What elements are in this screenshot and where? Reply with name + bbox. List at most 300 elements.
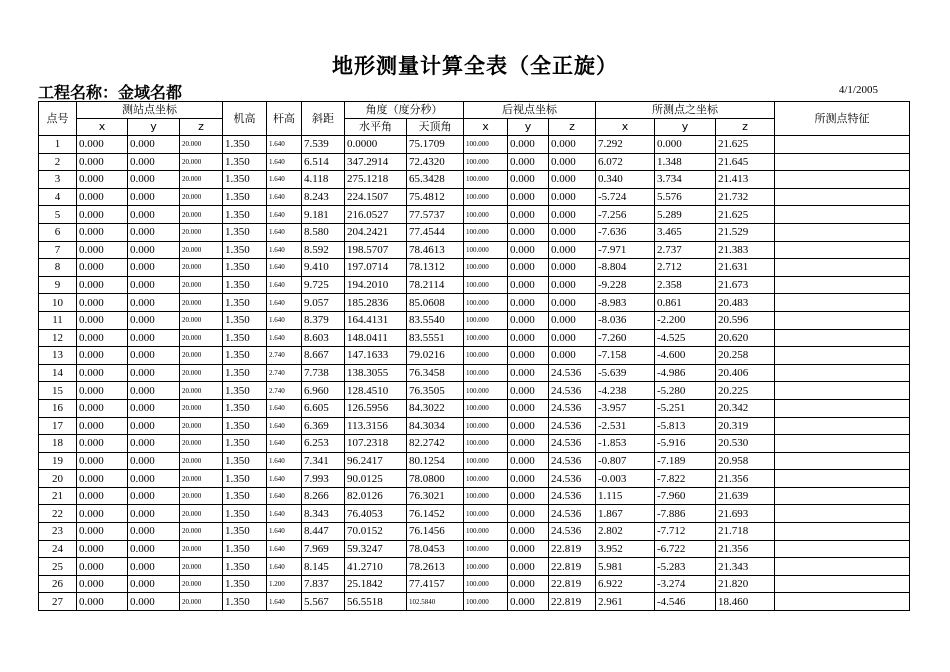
cell-measured-z: 21.820 bbox=[716, 575, 775, 593]
cell-measured-y: -7.822 bbox=[655, 470, 716, 488]
cell-backsight-y: 0.000 bbox=[508, 276, 549, 294]
survey-table bbox=[38, 101, 910, 611]
cell-station-y: 0.000 bbox=[128, 276, 180, 294]
cell-backsight-z: 22.819 bbox=[549, 540, 596, 558]
cell-measured-x: -3.957 bbox=[596, 399, 655, 417]
cell-measured-z: 21.639 bbox=[716, 487, 775, 505]
cell-zenith-angle: 75.1709 bbox=[407, 136, 464, 154]
cell-station-y: 0.000 bbox=[128, 347, 180, 365]
cell-station-y: 0.000 bbox=[128, 241, 180, 259]
cell-instrument-height: 1.350 bbox=[223, 329, 267, 347]
cell-rod-height: 1.640 bbox=[267, 470, 302, 488]
cell-feature bbox=[775, 593, 910, 611]
cell-point-no: 12 bbox=[39, 329, 77, 347]
cell-backsight-y: 0.000 bbox=[508, 347, 549, 365]
cell-station-z: 20.000 bbox=[180, 311, 223, 329]
cell-point-no: 25 bbox=[39, 558, 77, 576]
cell-backsight-y: 0.000 bbox=[508, 399, 549, 417]
cell-point-no: 11 bbox=[39, 311, 77, 329]
cell-zenith-angle: 83.5540 bbox=[407, 311, 464, 329]
table-row bbox=[39, 241, 910, 259]
cell-station-x: 0.000 bbox=[77, 487, 128, 505]
cell-backsight-x: 100.000 bbox=[464, 259, 508, 277]
cell-rod-height: 1.640 bbox=[267, 241, 302, 259]
cell-horizontal-angle: 25.1842 bbox=[345, 575, 407, 593]
table-row bbox=[39, 153, 910, 171]
cell-backsight-z: 0.000 bbox=[549, 171, 596, 189]
cell-measured-x: 0.340 bbox=[596, 171, 655, 189]
cell-feature bbox=[775, 241, 910, 259]
cell-station-y: 0.000 bbox=[128, 364, 180, 382]
cell-measured-y: 2.712 bbox=[655, 259, 716, 277]
cell-station-y: 0.000 bbox=[128, 417, 180, 435]
cell-zenith-angle: 77.4544 bbox=[407, 223, 464, 241]
cell-point-no: 15 bbox=[39, 382, 77, 400]
cell-zenith-angle: 78.1312 bbox=[407, 259, 464, 277]
cell-station-z: 20.000 bbox=[180, 171, 223, 189]
cell-rod-height: 1.640 bbox=[267, 417, 302, 435]
cell-backsight-y: 0.000 bbox=[508, 593, 549, 611]
table-row bbox=[39, 505, 910, 523]
cell-slope-distance: 7.993 bbox=[302, 470, 345, 488]
cell-measured-z: 20.483 bbox=[716, 294, 775, 312]
cell-feature bbox=[775, 311, 910, 329]
cell-instrument-height: 1.350 bbox=[223, 171, 267, 189]
cell-measured-y: -4.546 bbox=[655, 593, 716, 611]
cell-horizontal-angle: 76.4053 bbox=[345, 505, 407, 523]
cell-station-z: 20.000 bbox=[180, 593, 223, 611]
col-slope-distance: 斜距 bbox=[302, 102, 345, 136]
cell-backsight-z: 0.000 bbox=[549, 329, 596, 347]
cell-slope-distance: 8.243 bbox=[302, 188, 345, 206]
cell-backsight-y: 0.000 bbox=[508, 223, 549, 241]
cell-rod-height: 1.640 bbox=[267, 487, 302, 505]
cell-station-z: 20.000 bbox=[180, 188, 223, 206]
cell-backsight-y: 0.000 bbox=[508, 259, 549, 277]
cell-measured-y: -7.886 bbox=[655, 505, 716, 523]
cell-feature bbox=[775, 505, 910, 523]
cell-station-y: 0.000 bbox=[128, 294, 180, 312]
cell-zenith-angle: 75.4812 bbox=[407, 188, 464, 206]
cell-backsight-x: 100.000 bbox=[464, 276, 508, 294]
cell-slope-distance: 8.667 bbox=[302, 347, 345, 365]
cell-horizontal-angle: 82.0126 bbox=[345, 487, 407, 505]
cell-point-no: 1 bbox=[39, 136, 77, 154]
cell-point-no: 14 bbox=[39, 364, 77, 382]
cell-point-no: 17 bbox=[39, 417, 77, 435]
table-row bbox=[39, 417, 910, 435]
cell-zenith-angle: 78.2114 bbox=[407, 276, 464, 294]
cell-measured-z: 21.718 bbox=[716, 523, 775, 541]
cell-station-x: 0.000 bbox=[77, 294, 128, 312]
cell-station-x: 0.000 bbox=[77, 364, 128, 382]
cell-measured-x: -8.036 bbox=[596, 311, 655, 329]
cell-measured-x: -9.228 bbox=[596, 276, 655, 294]
cell-station-z: 20.000 bbox=[180, 206, 223, 224]
cell-station-x: 0.000 bbox=[77, 417, 128, 435]
cell-slope-distance: 9.725 bbox=[302, 276, 345, 294]
cell-zenith-angle: 82.2742 bbox=[407, 435, 464, 453]
cell-backsight-z: 24.536 bbox=[549, 435, 596, 453]
cell-rod-height: 1.640 bbox=[267, 593, 302, 611]
cell-station-y: 0.000 bbox=[128, 523, 180, 541]
cell-backsight-x: 100.000 bbox=[464, 575, 508, 593]
cell-instrument-height: 1.350 bbox=[223, 223, 267, 241]
cell-feature bbox=[775, 329, 910, 347]
cell-slope-distance: 6.960 bbox=[302, 382, 345, 400]
cell-instrument-height: 1.350 bbox=[223, 399, 267, 417]
cell-measured-z: 21.413 bbox=[716, 171, 775, 189]
cell-feature bbox=[775, 136, 910, 154]
cell-slope-distance: 7.341 bbox=[302, 452, 345, 470]
table-row bbox=[39, 259, 910, 277]
cell-measured-x: -4.238 bbox=[596, 382, 655, 400]
cell-instrument-height: 1.350 bbox=[223, 558, 267, 576]
cell-measured-x: -7.971 bbox=[596, 241, 655, 259]
cell-zenith-angle: 65.3428 bbox=[407, 171, 464, 189]
cell-feature bbox=[775, 575, 910, 593]
cell-measured-z: 20.319 bbox=[716, 417, 775, 435]
cell-measured-y: -5.251 bbox=[655, 399, 716, 417]
cell-instrument-height: 1.350 bbox=[223, 505, 267, 523]
table-row bbox=[39, 136, 910, 154]
cell-backsight-x: 100.000 bbox=[464, 329, 508, 347]
cell-measured-y: 3.465 bbox=[655, 223, 716, 241]
cell-point-no: 24 bbox=[39, 540, 77, 558]
cell-measured-x: -1.853 bbox=[596, 435, 655, 453]
cell-feature bbox=[775, 206, 910, 224]
table-row bbox=[39, 558, 910, 576]
cell-zenith-angle: 76.3021 bbox=[407, 487, 464, 505]
cell-station-y: 0.000 bbox=[128, 259, 180, 277]
cell-measured-x: 6.072 bbox=[596, 153, 655, 171]
cell-rod-height: 1.640 bbox=[267, 136, 302, 154]
table-row bbox=[39, 223, 910, 241]
cell-backsight-x: 100.000 bbox=[464, 505, 508, 523]
cell-station-x: 0.000 bbox=[77, 558, 128, 576]
cell-slope-distance: 9.410 bbox=[302, 259, 345, 277]
cell-backsight-z: 24.536 bbox=[549, 417, 596, 435]
cell-station-z: 20.000 bbox=[180, 382, 223, 400]
cell-measured-z: 21.343 bbox=[716, 558, 775, 576]
cell-station-y: 0.000 bbox=[128, 206, 180, 224]
cell-horizontal-angle: 90.0125 bbox=[345, 470, 407, 488]
cell-station-z: 20.000 bbox=[180, 136, 223, 154]
table-row bbox=[39, 540, 910, 558]
cell-horizontal-angle: 194.2010 bbox=[345, 276, 407, 294]
cell-point-no: 3 bbox=[39, 171, 77, 189]
cell-point-no: 2 bbox=[39, 153, 77, 171]
cell-backsight-x: 100.000 bbox=[464, 347, 508, 365]
cell-backsight-z: 0.000 bbox=[549, 241, 596, 259]
cell-horizontal-angle: 164.4131 bbox=[345, 311, 407, 329]
cell-backsight-x: 100.000 bbox=[464, 188, 508, 206]
cell-horizontal-angle: 224.1507 bbox=[345, 188, 407, 206]
cell-feature bbox=[775, 171, 910, 189]
cell-instrument-height: 1.350 bbox=[223, 347, 267, 365]
cell-slope-distance: 8.603 bbox=[302, 329, 345, 347]
cell-measured-z: 20.258 bbox=[716, 347, 775, 365]
cell-station-y: 0.000 bbox=[128, 487, 180, 505]
col-station-z: z bbox=[180, 119, 223, 136]
cell-station-x: 0.000 bbox=[77, 540, 128, 558]
cell-rod-height: 1.640 bbox=[267, 223, 302, 241]
cell-instrument-height: 1.350 bbox=[223, 575, 267, 593]
cell-rod-height: 1.640 bbox=[267, 188, 302, 206]
cell-station-x: 0.000 bbox=[77, 452, 128, 470]
cell-backsight-y: 0.000 bbox=[508, 417, 549, 435]
cell-measured-z: 21.356 bbox=[716, 470, 775, 488]
cell-point-no: 13 bbox=[39, 347, 77, 365]
cell-horizontal-angle: 113.3156 bbox=[345, 417, 407, 435]
cell-station-x: 0.000 bbox=[77, 399, 128, 417]
cell-rod-height: 1.640 bbox=[267, 329, 302, 347]
cell-instrument-height: 1.350 bbox=[223, 540, 267, 558]
cell-measured-y: -7.960 bbox=[655, 487, 716, 505]
cell-instrument-height: 1.350 bbox=[223, 188, 267, 206]
cell-point-no: 27 bbox=[39, 593, 77, 611]
cell-feature bbox=[775, 347, 910, 365]
cell-slope-distance: 7.738 bbox=[302, 364, 345, 382]
cell-measured-z: 21.625 bbox=[716, 206, 775, 224]
cell-rod-height: 1.640 bbox=[267, 206, 302, 224]
cell-zenith-angle: 72.4320 bbox=[407, 153, 464, 171]
cell-rod-height: 1.640 bbox=[267, 311, 302, 329]
cell-backsight-z: 0.000 bbox=[549, 153, 596, 171]
cell-station-x: 0.000 bbox=[77, 259, 128, 277]
cell-instrument-height: 1.350 bbox=[223, 470, 267, 488]
cell-point-no: 21 bbox=[39, 487, 77, 505]
table-row bbox=[39, 276, 910, 294]
cell-rod-height: 1.640 bbox=[267, 435, 302, 453]
cell-point-no: 6 bbox=[39, 223, 77, 241]
cell-station-x: 0.000 bbox=[77, 575, 128, 593]
table-row bbox=[39, 311, 910, 329]
cell-rod-height: 1.640 bbox=[267, 259, 302, 277]
cell-station-z: 20.000 bbox=[180, 241, 223, 259]
table-row bbox=[39, 171, 910, 189]
cell-backsight-z: 22.819 bbox=[549, 593, 596, 611]
cell-station-z: 20.000 bbox=[180, 470, 223, 488]
cell-zenith-angle: 76.3458 bbox=[407, 364, 464, 382]
cell-horizontal-angle: 197.0714 bbox=[345, 259, 407, 277]
cell-horizontal-angle: 96.2417 bbox=[345, 452, 407, 470]
cell-measured-z: 20.406 bbox=[716, 364, 775, 382]
cell-backsight-y: 0.000 bbox=[508, 523, 549, 541]
col-backsight: 后视点坐标 bbox=[464, 102, 596, 119]
cell-zenith-angle: 78.2613 bbox=[407, 558, 464, 576]
cell-backsight-x: 100.000 bbox=[464, 452, 508, 470]
cell-point-no: 9 bbox=[39, 276, 77, 294]
col-station-x: x bbox=[77, 119, 128, 136]
cell-measured-z: 21.625 bbox=[716, 136, 775, 154]
cell-measured-z: 20.225 bbox=[716, 382, 775, 400]
cell-measured-x: -7.260 bbox=[596, 329, 655, 347]
col-feature: 所测点特征 bbox=[775, 102, 910, 136]
cell-rod-height: 1.640 bbox=[267, 505, 302, 523]
cell-feature bbox=[775, 540, 910, 558]
cell-station-z: 20.000 bbox=[180, 276, 223, 294]
header-row-1 bbox=[39, 102, 910, 119]
cell-feature bbox=[775, 364, 910, 382]
cell-backsight-z: 22.819 bbox=[549, 575, 596, 593]
cell-slope-distance: 8.145 bbox=[302, 558, 345, 576]
cell-measured-y: 0.000 bbox=[655, 136, 716, 154]
cell-station-z: 20.000 bbox=[180, 153, 223, 171]
table-row bbox=[39, 435, 910, 453]
cell-backsight-y: 0.000 bbox=[508, 505, 549, 523]
cell-backsight-x: 100.000 bbox=[464, 523, 508, 541]
cell-station-x: 0.000 bbox=[77, 382, 128, 400]
cell-zenith-angle: 78.4613 bbox=[407, 241, 464, 259]
cell-measured-x: -8.983 bbox=[596, 294, 655, 312]
cell-feature bbox=[775, 399, 910, 417]
cell-horizontal-angle: 148.0411 bbox=[345, 329, 407, 347]
cell-zenith-angle: 78.0800 bbox=[407, 470, 464, 488]
cell-station-y: 0.000 bbox=[128, 153, 180, 171]
cell-measured-x: -2.531 bbox=[596, 417, 655, 435]
cell-point-no: 20 bbox=[39, 470, 77, 488]
cell-zenith-angle: 77.4157 bbox=[407, 575, 464, 593]
cell-point-no: 16 bbox=[39, 399, 77, 417]
cell-instrument-height: 1.350 bbox=[223, 259, 267, 277]
cell-instrument-height: 1.350 bbox=[223, 435, 267, 453]
cell-station-y: 0.000 bbox=[128, 329, 180, 347]
cell-measured-y: -5.813 bbox=[655, 417, 716, 435]
cell-measured-y: -4.986 bbox=[655, 364, 716, 382]
cell-station-y: 0.000 bbox=[128, 540, 180, 558]
cell-rod-height: 1.640 bbox=[267, 523, 302, 541]
cell-slope-distance: 7.539 bbox=[302, 136, 345, 154]
cell-station-z: 20.000 bbox=[180, 417, 223, 435]
cell-horizontal-angle: 347.2914 bbox=[345, 153, 407, 171]
cell-backsight-y: 0.000 bbox=[508, 153, 549, 171]
cell-backsight-x: 100.000 bbox=[464, 470, 508, 488]
cell-backsight-y: 0.000 bbox=[508, 452, 549, 470]
cell-point-no: 5 bbox=[39, 206, 77, 224]
col-measured-z: z bbox=[716, 119, 775, 136]
cell-zenith-angle: 76.3505 bbox=[407, 382, 464, 400]
cell-backsight-z: 24.536 bbox=[549, 487, 596, 505]
cell-horizontal-angle: 216.0527 bbox=[345, 206, 407, 224]
cell-feature bbox=[775, 294, 910, 312]
cell-station-y: 0.000 bbox=[128, 136, 180, 154]
cell-measured-x: -0.003 bbox=[596, 470, 655, 488]
cell-station-x: 0.000 bbox=[77, 171, 128, 189]
cell-backsight-x: 100.000 bbox=[464, 435, 508, 453]
cell-zenith-angle: 78.0453 bbox=[407, 540, 464, 558]
cell-station-z: 20.000 bbox=[180, 223, 223, 241]
cell-backsight-z: 0.000 bbox=[549, 223, 596, 241]
cell-point-no: 19 bbox=[39, 452, 77, 470]
cell-rod-height: 1.200 bbox=[267, 575, 302, 593]
cell-point-no: 8 bbox=[39, 259, 77, 277]
cell-point-no: 23 bbox=[39, 523, 77, 541]
cell-feature bbox=[775, 470, 910, 488]
cell-point-no: 26 bbox=[39, 575, 77, 593]
cell-feature bbox=[775, 523, 910, 541]
cell-station-y: 0.000 bbox=[128, 399, 180, 417]
cell-point-no: 10 bbox=[39, 294, 77, 312]
cell-backsight-z: 0.000 bbox=[549, 276, 596, 294]
cell-backsight-y: 0.000 bbox=[508, 558, 549, 576]
page-title: 地形测量计算全表（全正旋） bbox=[332, 54, 618, 78]
col-station: 测站点坐标 bbox=[77, 102, 223, 119]
col-point-no: 点号 bbox=[39, 102, 77, 136]
cell-station-x: 0.000 bbox=[77, 470, 128, 488]
cell-measured-x: -5.724 bbox=[596, 188, 655, 206]
cell-zenith-angle: 76.1456 bbox=[407, 523, 464, 541]
cell-instrument-height: 1.350 bbox=[223, 136, 267, 154]
table-row bbox=[39, 523, 910, 541]
cell-slope-distance: 7.969 bbox=[302, 540, 345, 558]
cell-measured-y: -2.200 bbox=[655, 311, 716, 329]
cell-measured-z: 20.342 bbox=[716, 399, 775, 417]
cell-horizontal-angle: 41.2710 bbox=[345, 558, 407, 576]
cell-horizontal-angle: 147.1633 bbox=[345, 347, 407, 365]
cell-zenith-angle: 83.5551 bbox=[407, 329, 464, 347]
col-measured: 所测点之坐标 bbox=[596, 102, 775, 119]
cell-station-x: 0.000 bbox=[77, 206, 128, 224]
cell-backsight-z: 0.000 bbox=[549, 294, 596, 312]
col-horizontal-angle: 水平角 bbox=[345, 119, 407, 136]
cell-station-z: 20.000 bbox=[180, 364, 223, 382]
cell-backsight-x: 100.000 bbox=[464, 136, 508, 154]
table-row bbox=[39, 593, 910, 611]
cell-backsight-z: 24.536 bbox=[549, 470, 596, 488]
cell-measured-x: 5.981 bbox=[596, 558, 655, 576]
cell-backsight-y: 0.000 bbox=[508, 241, 549, 259]
col-instrument-height: 机高 bbox=[223, 102, 267, 136]
cell-measured-y: 1.348 bbox=[655, 153, 716, 171]
cell-backsight-x: 100.000 bbox=[464, 382, 508, 400]
cell-feature bbox=[775, 435, 910, 453]
col-rod-height: 杆高 bbox=[267, 102, 302, 136]
cell-instrument-height: 1.350 bbox=[223, 593, 267, 611]
cell-instrument-height: 1.350 bbox=[223, 294, 267, 312]
cell-station-z: 20.000 bbox=[180, 540, 223, 558]
cell-measured-x: 6.922 bbox=[596, 575, 655, 593]
cell-slope-distance: 8.343 bbox=[302, 505, 345, 523]
cell-station-y: 0.000 bbox=[128, 188, 180, 206]
cell-point-no: 22 bbox=[39, 505, 77, 523]
cell-point-no: 18 bbox=[39, 435, 77, 453]
cell-station-x: 0.000 bbox=[77, 153, 128, 171]
cell-measured-y: 3.734 bbox=[655, 171, 716, 189]
cell-station-z: 20.000 bbox=[180, 435, 223, 453]
cell-station-x: 0.000 bbox=[77, 329, 128, 347]
cell-measured-x: -7.158 bbox=[596, 347, 655, 365]
cell-backsight-x: 100.000 bbox=[464, 311, 508, 329]
table-row bbox=[39, 487, 910, 505]
cell-station-z: 20.000 bbox=[180, 523, 223, 541]
cell-backsight-z: 0.000 bbox=[549, 206, 596, 224]
cell-horizontal-angle: 59.3247 bbox=[345, 540, 407, 558]
cell-backsight-y: 0.000 bbox=[508, 540, 549, 558]
table-row bbox=[39, 188, 910, 206]
cell-station-z: 20.000 bbox=[180, 575, 223, 593]
cell-backsight-y: 0.000 bbox=[508, 329, 549, 347]
cell-instrument-height: 1.350 bbox=[223, 487, 267, 505]
cell-backsight-y: 0.000 bbox=[508, 188, 549, 206]
cell-horizontal-angle: 70.0152 bbox=[345, 523, 407, 541]
cell-slope-distance: 8.580 bbox=[302, 223, 345, 241]
cell-zenith-angle: 84.3022 bbox=[407, 399, 464, 417]
cell-measured-z: 21.693 bbox=[716, 505, 775, 523]
cell-horizontal-angle: 185.2836 bbox=[345, 294, 407, 312]
cell-measured-y: 0.861 bbox=[655, 294, 716, 312]
cell-backsight-x: 100.000 bbox=[464, 171, 508, 189]
